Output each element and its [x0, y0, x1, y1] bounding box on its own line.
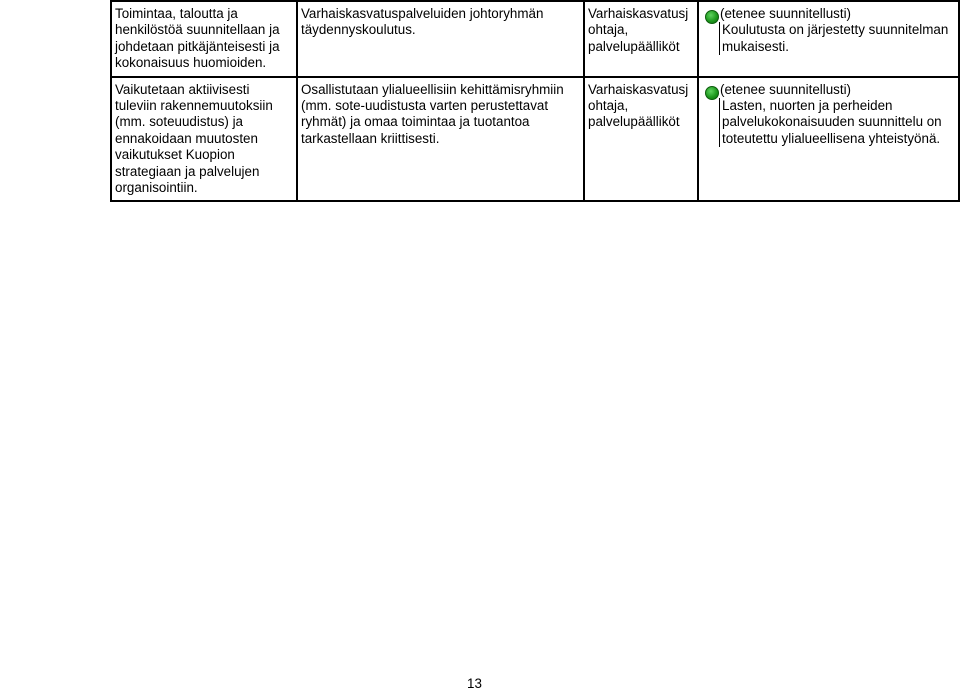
action-cell — [297, 1, 584, 77]
green-status-indicator-icon — [705, 86, 719, 100]
status-cell — [698, 77, 959, 202]
green-status-indicator-icon — [705, 10, 719, 24]
status-description: Koulutusta on järjestetty suunnitelman mukaisesti. — [719, 22, 954, 55]
status-label: (etenee suunnitellusti) — [720, 6, 852, 21]
action-cell — [297, 77, 584, 202]
goal-cell — [111, 1, 297, 77]
action-plan-table — [110, 0, 960, 202]
goal-text: Vaikutetaan aktiivisesti tuleviin rakennemuutoksiin (mm. soteuudistus) ja ennakoidaan muutosten vaikutukset Kuopion strategiaan ja palvelujen organisointiin. — [115, 81, 273, 196]
page-number: 13 — [467, 676, 482, 691]
responsible-cell — [584, 77, 698, 202]
responsible-text: Varhaiskasvatusjohtaja, palvelupäälliköt — [588, 6, 689, 54]
status-cell — [698, 1, 959, 77]
responsible-text: Varhaiskasvatusjohtaja, palvelupäälliköt — [588, 81, 689, 130]
action-text: Osallistutaan ylialueellisiin kehittämisryhmiin (mm. sote-uudistusta varten perustettavat ryhmät) ja omaa toimintaa ja tuotantoa tarkastellaan kriittisesti. — [301, 81, 564, 146]
action-text: Varhaiskasvatuspalveluiden johtoryhmän täydennyskoulutus. — [301, 6, 544, 38]
table-row — [111, 77, 959, 202]
responsible-cell — [584, 1, 698, 77]
status-label: (etenee suunnitellusti) — [720, 81, 852, 97]
table-row — [111, 1, 959, 77]
goal-cell — [111, 77, 297, 202]
status-description: Lasten, nuorten ja perheiden palvelukokonaisuuden suunnittelu on toteutettu ylialueellisena yhteistyönä. — [719, 98, 954, 147]
goal-text: Toimintaa, taloutta ja henkilöstöä suunnitellaan ja johdetaan pitkäjänteisesti ja kokonaisuus huomioiden. — [115, 6, 280, 71]
